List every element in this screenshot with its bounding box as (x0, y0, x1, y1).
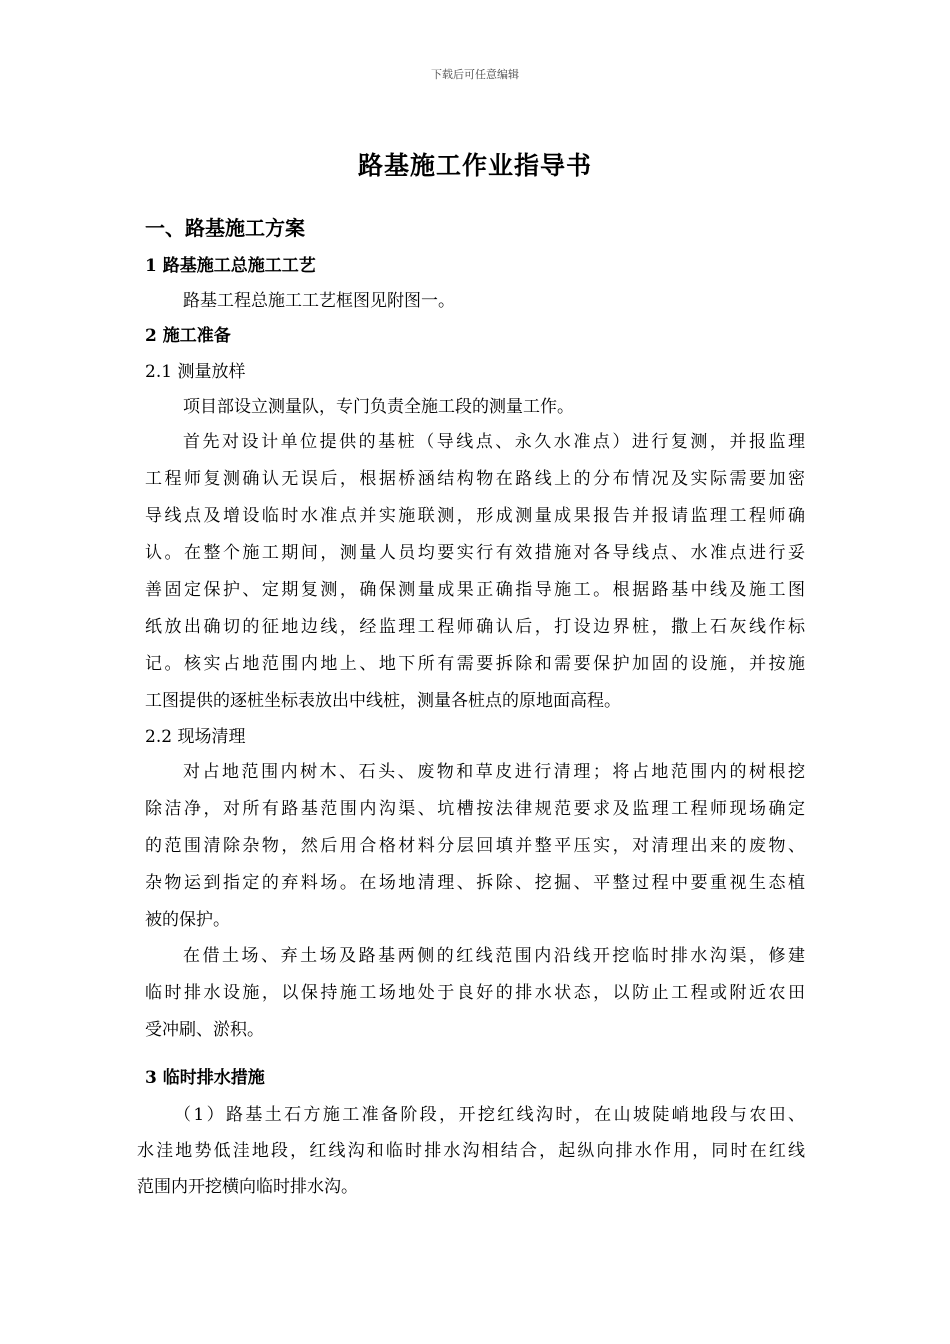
para-line: 杂物运到指定的弃料场。在场地清理、拆除、挖掘、平整过程中要重视生态植 (145, 873, 805, 893)
para-line: 除洁净，对所有路基范围内沟渠、坑槽按法律规范要求及监理工程师现场确定 (145, 799, 805, 819)
para-line: （1）路基土石方施工准备阶段，开挖红线沟时，在山坡陡峭地段与农田、 (174, 1105, 805, 1125)
para-line: 记。核实占地范围内地上、地下所有需要拆除和需要保护加固的设施，并按施 (145, 654, 805, 674)
para-line: 受冲刷、淤积。 (145, 1020, 264, 1040)
para-line: 认。在整个施工期间，测量人员均要实行有效措施对各导线点、水准点进行妥 (145, 543, 805, 563)
subsection-1-heading: 1 路基施工总施工工艺 (145, 256, 316, 276)
section-1-heading: 一、路基施工方案 (145, 216, 305, 240)
subsection-2-heading: 2 施工准备 (145, 326, 231, 346)
para-line: 导线点及增设临时水准点并实施联测，形成测量成果报告并报请监理工程师确 (145, 506, 805, 526)
para-line: 首先对设计单位提供的基桩（导线点、永久水准点）进行复测，并报监理 (183, 432, 805, 452)
subsection-2-2-heading: 2.2 现场清理 (145, 727, 246, 747)
subsection-3-heading: 3 临时排水措施 (145, 1068, 265, 1088)
document-title: 路基施工作业指导书 (357, 151, 592, 180)
para-line: 临时排水设施，以保持施工场地处于良好的排水状态，以防止工程或附近农田 (145, 983, 805, 1003)
para-line: 善固定保护、定期复测，确保测量成果正确指导施工。根据路基中线及施工图 (145, 580, 805, 600)
para-line: 的范围清除杂物，然后用合格材料分层回填并整平压实，对清理出来的废物、 (145, 836, 805, 856)
subsection-1-text: 路基工程总施工工艺框图见附图一。 (183, 291, 455, 311)
para-line: 纸放出确切的征地边线，经监理工程师确认后，打设边界桩，撒上石灰线作标 (145, 617, 805, 637)
para-line: 范围内开挖横向临时排水沟。 (137, 1177, 358, 1197)
para-line: 水洼地势低洼地段，红线沟和临时排水沟相结合，起纵向排水作用，同时在红线 (137, 1141, 805, 1161)
subsection-2-1-heading: 2.1 测量放样 (145, 362, 246, 382)
para-line: 工图提供的逐桩坐标表放出中线桩，测量各桩点的原地面高程。 (145, 691, 621, 711)
para-line: 在借土场、弃土场及路基两侧的红线范围内沿线开挖临时排水沟渠，修建 (183, 946, 805, 966)
para-line: 被的保护。 (145, 910, 230, 930)
header-note: 下载后可任意编辑 (431, 68, 519, 81)
para-line: 对占地范围内树木、石头、废物和草皮进行清理；将占地范围内的树根挖 (183, 762, 805, 782)
subsection-2-1-para-1: 项目部设立测量队，专门负责全施工段的测量工作。 (183, 397, 574, 417)
para-line: 工程师复测确认无误后，根据桥涵结构物在路线上的分布情况及实际需要加密 (145, 469, 805, 489)
